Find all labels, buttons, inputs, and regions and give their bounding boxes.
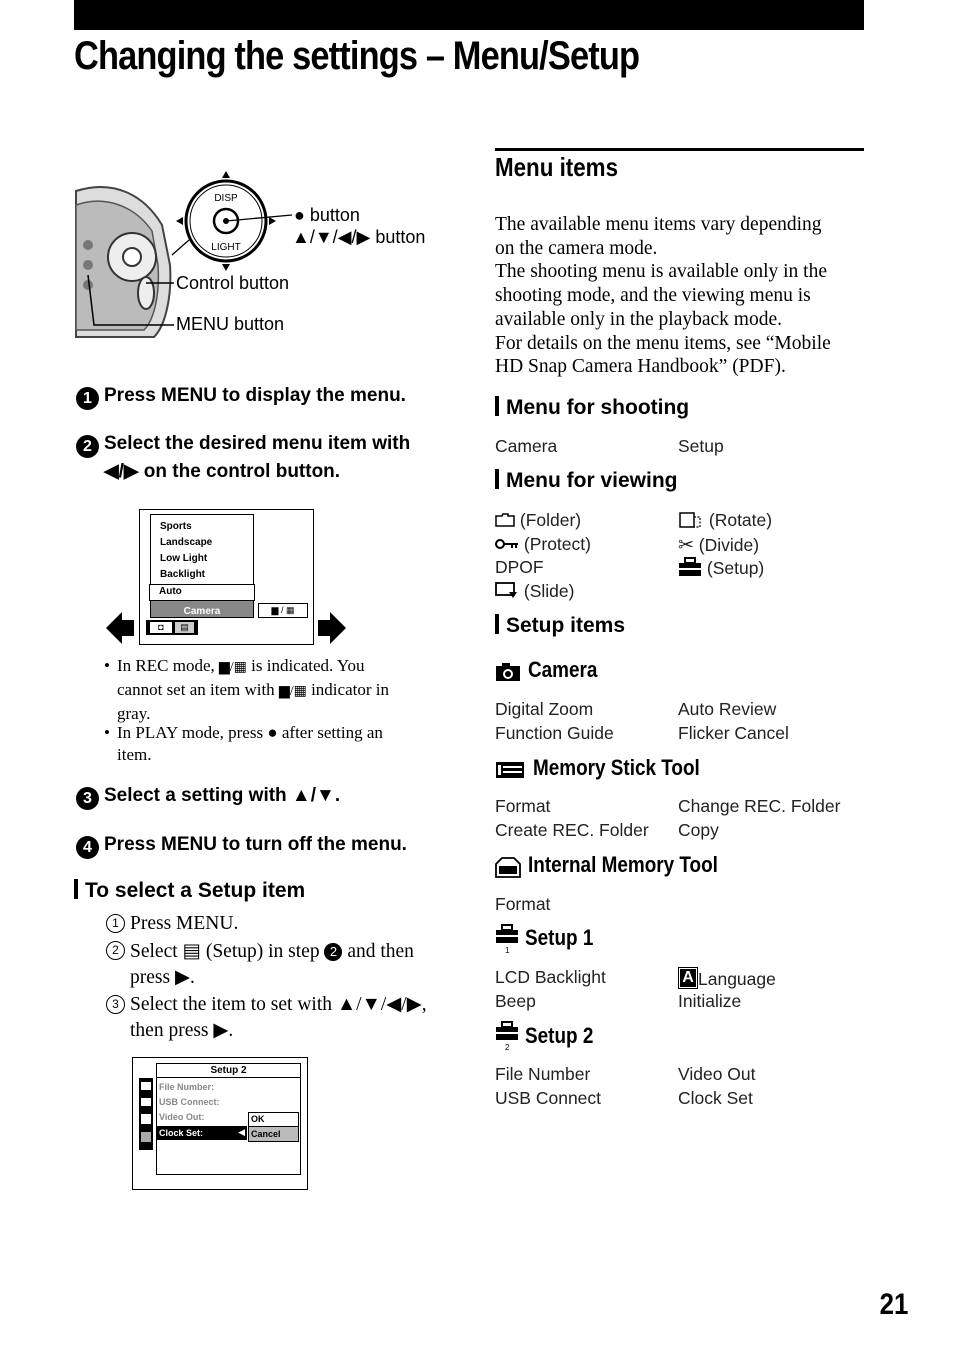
setup1-category-title: Setup 1: [525, 925, 594, 950]
toolbox-icon: [678, 557, 702, 577]
note-text: after setting an: [281, 723, 383, 742]
intro-line: The shooting menu is available only in the: [495, 261, 827, 283]
svg-text:1: 1: [505, 946, 510, 954]
viewing-item-protect: [495, 534, 591, 555]
intro-line: available only in the playback mode.: [495, 308, 782, 330]
menu-list-item: Low Light: [160, 553, 208, 564]
item-text: (Slide): [523, 581, 575, 601]
intro-line: For details on the menu items, see “Mobile: [495, 332, 831, 354]
item-text: (Protect): [523, 534, 591, 554]
viewing-item-rotate: [678, 510, 772, 531]
intro-line: shooting mode, and the viewing menu is: [495, 285, 811, 307]
menu-items-intro: [495, 213, 865, 379]
rec-mode-icon: ▆/▦: [278, 684, 307, 699]
substep-text: and then: [347, 940, 414, 962]
setup-item: LCD Backlight: [495, 967, 606, 987]
viewing-heading: [495, 469, 678, 493]
item-text: (Setup): [706, 558, 765, 578]
setup-tab-icon: ▤: [175, 622, 194, 633]
setup-item-language: [678, 967, 776, 990]
menu-selected-box: [149, 584, 255, 601]
memory-stick-category-title: Memory Stick Tool: [533, 755, 700, 780]
heading-text: Menu for viewing: [506, 469, 678, 492]
menu-footer: [151, 601, 253, 617]
arrows-button-label: ▲/▼/◀/▶ button: [292, 227, 426, 247]
setup-substep-2: [106, 938, 451, 992]
setup-substep-1: [106, 911, 451, 938]
svg-text:2: 2: [505, 1043, 510, 1051]
menu-list-item: Backlight: [160, 569, 206, 580]
heading-bar: [495, 469, 499, 489]
setup-items-heading: [495, 614, 625, 638]
substep-text: (Setup) in step: [205, 940, 320, 962]
menu-list-item: Sports: [160, 521, 192, 532]
heading-text: To select a Setup item: [85, 879, 306, 902]
intro-line: The available menu items vary depending: [495, 214, 822, 235]
item-text: (Folder): [519, 510, 582, 530]
camera-icon: [495, 662, 521, 682]
setup-row: Video Out:: [159, 1112, 205, 1122]
setup-item: File Number: [495, 1064, 591, 1084]
option-item: OK: [249, 1113, 298, 1127]
step-text-cont: ◀/▶ on the control button.: [104, 461, 341, 482]
setup2-icon: [495, 1021, 521, 1051]
heading-text: Setup items: [506, 614, 626, 637]
mode-indicator-icon: ▆ / ▦: [258, 603, 308, 618]
internal-memory-icon: [495, 856, 521, 878]
setup2-tab-icon: [141, 1132, 151, 1142]
header-bar: [74, 0, 864, 30]
heading-bar: [495, 614, 499, 634]
substep-text: then press ▶.: [130, 1020, 234, 1041]
note-text: In PLAY mode, press: [117, 723, 264, 742]
setup-row: Clock Set:: [159, 1128, 204, 1138]
menu-button-label: MENU button: [176, 314, 285, 334]
key-icon: [495, 538, 519, 550]
intro-line: on the camera mode.: [495, 237, 658, 259]
setup-item: Copy: [678, 820, 719, 840]
setup-item: Clock Set: [678, 1088, 753, 1108]
note-text: gray.: [117, 704, 151, 723]
center-button-label: ● button: [294, 205, 360, 225]
menu-screen-1: [139, 509, 314, 645]
option-item: Cancel: [249, 1127, 298, 1141]
setup2-category-title: Setup 2: [525, 1023, 594, 1048]
item-text: Language: [698, 969, 776, 989]
substep-text: Press MENU.: [130, 913, 239, 934]
page-number: 21: [879, 1288, 908, 1321]
setup-item: Format: [495, 796, 551, 816]
tab-bar: [146, 620, 198, 635]
memory-tab-icon: [141, 1098, 151, 1106]
rec-mode-icon: ▆/▦: [219, 660, 247, 675]
note-text: is indicated. You: [251, 656, 365, 675]
page-title: Changing the settings – Menu/Setup: [74, 34, 640, 78]
viewing-item-setup: [678, 557, 764, 579]
menu-footer-label: Camera: [183, 606, 221, 617]
bullet-icon: •: [104, 656, 110, 675]
caret-left-icon: ◀: [238, 1127, 245, 1137]
setup-row: USB Connect:: [159, 1097, 220, 1107]
setup-item: Video Out: [678, 1064, 756, 1084]
setup-item: Format: [495, 894, 551, 914]
bullet-icon: •: [104, 723, 110, 742]
setup-select-steps: [106, 911, 451, 1045]
section-rule: [495, 148, 864, 151]
setup1-icon: [495, 924, 521, 954]
folder-icon: [495, 513, 515, 527]
step-1: [76, 382, 406, 410]
note-text: item.: [117, 745, 152, 764]
step-text: Select the desired menu item with: [104, 433, 411, 454]
memory-stick-icon: [495, 761, 525, 779]
setup-item: Digital Zoom: [495, 699, 594, 719]
center-button-icon: ●: [267, 723, 278, 742]
substep-text: Select: [130, 940, 178, 962]
intro-line: HD Snap Camera Handbook” (PDF).: [495, 356, 786, 378]
viewing-item-folder: [495, 510, 581, 531]
setup-item: Auto Review: [678, 699, 777, 719]
dial-disp-text: DISP: [214, 193, 238, 204]
setup1-tab-icon: [141, 1114, 151, 1124]
shooting-heading: [495, 396, 689, 420]
setup-item: Initialize: [678, 991, 742, 1011]
setup-tab-column: [139, 1078, 153, 1150]
right-arrow-icon: [318, 612, 348, 644]
step-2: [76, 430, 410, 486]
setup-item: Function Guide: [495, 723, 614, 743]
menu-list-item: Auto: [159, 586, 182, 597]
note-text: cannot set an item with: [117, 680, 275, 699]
shooting-item: Camera: [495, 436, 558, 456]
substep-text: Select the item to set with ▲/▼/◀/▶,: [130, 993, 427, 1015]
step-4: [76, 831, 407, 859]
setup-row-selected: [157, 1126, 247, 1140]
note-rec-mode: [104, 655, 454, 725]
step-3: [76, 782, 340, 810]
substep-number-icon: 2: [106, 941, 125, 960]
heading-text: Menu for shooting: [506, 396, 690, 419]
substep-number-icon: 3: [106, 995, 125, 1014]
setup-select-heading: [74, 879, 305, 903]
note-play-mode: [104, 722, 454, 766]
substep-number-icon: 1: [106, 914, 125, 933]
setup-item: USB Connect: [495, 1088, 602, 1108]
camera-tab-icon: ◘: [150, 622, 172, 633]
step-text: Select a setting with ▲/▼.: [104, 785, 341, 806]
control-button-label: Control button: [176, 273, 290, 293]
note-text: In REC mode,: [117, 656, 215, 675]
step-text: Press MENU to display the menu.: [104, 385, 406, 406]
language-icon: A: [678, 967, 698, 989]
slide-icon: [495, 582, 519, 600]
rotate-icon: [678, 512, 704, 528]
setup-panel: [156, 1063, 301, 1175]
setup-item: Beep: [495, 991, 536, 1011]
menu-items-heading: Menu items: [495, 152, 619, 182]
menu-list-item: Landscape: [160, 537, 213, 548]
heading-bar: [495, 396, 499, 416]
step-2-ref-icon: 2: [324, 943, 342, 961]
shooting-item: Setup: [678, 436, 724, 456]
camera-tab-icon: [141, 1082, 151, 1090]
setup-item: Change REC. Folder: [678, 796, 841, 816]
note-text: indicator in: [311, 680, 389, 699]
setup-row: File Number:: [159, 1082, 215, 1092]
heading-bar: [74, 879, 78, 899]
step-number: 3: [76, 787, 99, 810]
setup-screen-title: Setup 2: [157, 1064, 300, 1078]
menu-list-box: [150, 514, 254, 618]
item-text: (Divide): [698, 535, 760, 555]
viewing-item-dpof: DPOF: [495, 557, 544, 577]
step-number: 2: [76, 435, 99, 458]
setup-item: Flicker Cancel: [678, 723, 789, 743]
viewing-item-slide: [495, 581, 574, 602]
step-text: Press MENU to turn off the menu.: [104, 834, 407, 855]
setup-item: Create REC. Folder: [495, 820, 649, 840]
internal-memory-category-title: Internal Memory Tool: [528, 852, 718, 877]
step-number: 1: [76, 387, 99, 410]
setup-screen-2: [132, 1057, 308, 1190]
dial-light-text: LIGHT: [211, 242, 241, 253]
setup-toolbox-icon: ▤: [182, 939, 201, 962]
viewing-item-divide: [678, 534, 759, 557]
scissors-icon: ✂: [678, 535, 694, 556]
step-number: 4: [76, 836, 99, 859]
item-text: (Rotate): [708, 510, 773, 530]
left-arrow-icon: [106, 612, 136, 644]
setup-substep-3: [106, 992, 451, 1045]
camera-category-title: Camera: [528, 657, 598, 682]
option-box: [248, 1112, 299, 1142]
substep-text: press ▶.: [130, 967, 195, 988]
